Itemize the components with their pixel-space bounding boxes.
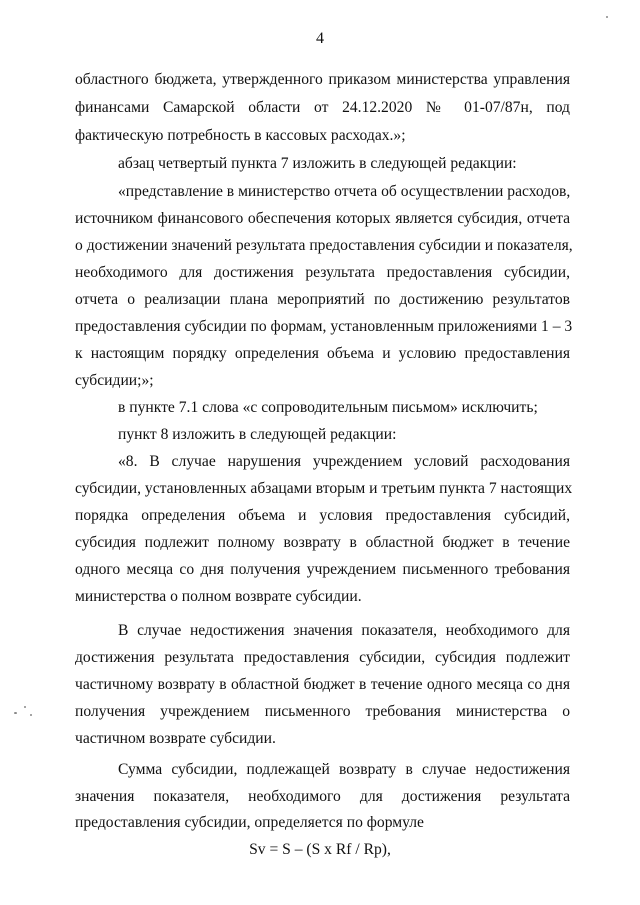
text-line: необходимого для достижения результата предоставления субсидии, <box>75 264 570 281</box>
text-line: предоставления субсидии по формам, установленным приложениями 1 – 3 <box>75 318 573 335</box>
text-line: субсидии, установленных абзацами вторым и третьим пункта 7 настоящих <box>75 480 573 497</box>
text-line: значения показателя, необходимого для достижения результата <box>75 788 570 805</box>
scan-speck <box>30 714 32 716</box>
text-line: частичном возврате субсидии. <box>75 730 276 747</box>
text-line: Сумма субсидии, подлежащей возврату в случае недостижения <box>118 761 570 778</box>
text-line: порядка определения объема и условия предоставления субсидий, <box>75 507 570 524</box>
text-line: частичному возврату в областной бюджет в течение одного месяца со дня <box>75 676 570 693</box>
text-line: достижения результата предоставления субсидии, субсидия подлежит <box>75 649 570 666</box>
scan-speck <box>24 706 26 708</box>
text-line: «8. В случае нарушения учреждением условий расходования <box>118 453 570 470</box>
text-line: источником финансового обеспечения которых является субсидия, отчета <box>75 210 570 227</box>
text-line: предоставления субсидии, определяется по формуле <box>75 814 424 831</box>
text-line: абзац четвертый пункта 7 изложить в следующей редакции: <box>118 155 517 172</box>
text-line: областного бюджета, утвержденного приказом министерства управления <box>75 71 570 88</box>
text-line: к настоящим порядку определения объема и условию предоставления <box>75 345 570 362</box>
text-line: получения учреждением письменного требования министерства о <box>75 703 570 720</box>
text-line: в пункте 7.1 слова «с сопроводительным письмом» исключить; <box>118 399 538 416</box>
text-line: финансами Самарской области от 24.12.2020 № 01-07/87н, под <box>75 99 570 116</box>
scan-speck <box>606 16 608 18</box>
text-line: пункт 8 изложить в следующей редакции: <box>118 426 397 443</box>
text-line: субсидия подлежит полному возврату в областной бюджет в течение <box>75 534 570 551</box>
formula: Sv = S – (S x Rf / Rp), <box>249 841 391 858</box>
text-line: отчета о реализации плана мероприятий по достижению результатов <box>75 291 570 308</box>
text-line: о достижении значений результата предоставления субсидии и показателя, <box>75 237 573 254</box>
text-line: В случае недостижения значения показателя, необходимого для <box>118 622 570 639</box>
text-line: субсидии;»; <box>75 372 154 389</box>
text-line: одного месяца со дня получения учреждением письменного требования <box>75 561 570 578</box>
text-line: фактическую потребность в кассовых расходах.»; <box>75 127 406 144</box>
page-number: 4 <box>316 30 324 47</box>
text-line: «представление в министерство отчета об осуществлении расходов, <box>118 183 571 200</box>
text-line: министерства о полном возврате субсидии. <box>75 588 362 605</box>
scan-speck <box>14 712 17 714</box>
